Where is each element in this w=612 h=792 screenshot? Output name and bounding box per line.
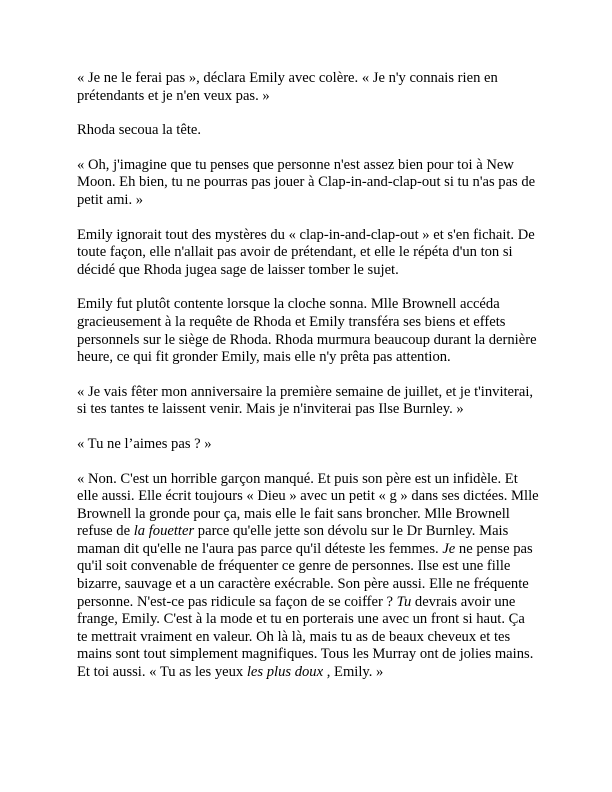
paragraph-text: devrais avoir une frange, Emily. C'est à la mode et tu en porterais une avec un front si haut. Ça te mettrait vraiment en valeur. Oh là là, mais tu as de beaux cheveux et tes mains sont tout simplement magnifiques. Tous les Murray ont de jolies mains. Et toi aussi. « Tu as les yeux — [77, 593, 534, 681]
paragraph-1 — [77, 70, 539, 105]
paragraph-3 — [77, 157, 539, 210]
paragraph-6 — [77, 384, 539, 419]
paragraph-text: « Oh, j'imagine que tu penses que personne n'est assez bien pour toi à New Moon. Eh bien, tu ne pourras pas jouer à Clap-in-and-clap-out si tu n'as pas de petit ami. » — [77, 156, 536, 208]
italic-text: Tu — [396, 593, 412, 610]
document-body — [77, 70, 539, 699]
paragraph-5 — [77, 296, 539, 366]
paragraph-text: Rhoda secoua la tête. — [77, 122, 201, 139]
paragraph-text: « Non. C'est un horrible garçon manqué. Et puis son père est un infidèle. Et elle aussi. Elle écrit toujours « Dieu » avec un petit « g » dans ses dictées. Mlle Brownell la gronde pour ça, mais elle le fait sans broncher. Mlle Brownell refuse de — [77, 470, 539, 540]
paragraph-2 — [77, 122, 539, 140]
paragraph-text: « Je vais fêter mon anniversaire la première semaine de juillet, et je t'inviterai, si tes tantes te laissent venir. Mais je n'inviterai pas Ilse Burnley. » — [77, 383, 534, 418]
paragraph-text: « Je ne le ferai pas », déclara Emily avec colère. « Je n'y connais rien en prétendants et je n'en veux pas. » — [77, 70, 498, 104]
paragraph-7 — [77, 436, 539, 454]
italic-text: la fouetter — [133, 523, 195, 540]
paragraph-text: ne pense pas qu'il soit convenable de fréquenter ce genre de personnes. Ilse est une fille bizarre, sauvage et a un caractère exécrable. Son père aussi. Elle ne fréquente personne. N'est-ce pas ridicule sa façon de se coiffer ? — [77, 540, 533, 610]
paragraph-text: Emily fut plutôt contente lorsque la cloche sonna. Mlle Brownell accéda gracieusement à la requête de Rhoda et Emily transféra ses biens et effets personnels sur le siège de Rhoda. Rhoda murmura beaucoup durant la dernière heure, ce qui fit gronder Emily, mais elle n'y prêta pas attention. — [77, 296, 537, 366]
italic-text: Je — [442, 540, 456, 557]
paragraph-4 — [77, 227, 539, 280]
paragraph-8 — [77, 471, 539, 682]
paragraph-text: « Tu ne l’aimes pas ? » — [77, 435, 212, 452]
paragraph-text: parce qu'elle jette son dévolu sur le Dr Burnley. Mais maman dit qu'elle ne l'aura pas parce qu'il déteste les femmes. — [77, 523, 509, 557]
paragraph-text: Emily ignorait tout des mystères du « clap-in-and-clap-out » et s'en fichait. De toute façon, elle n'allait pas avoir de prétendant, et elle le répéta d'un ton si décidé que Rhoda jugea sage de laisser tomber le sujet. — [77, 226, 535, 278]
paragraph-text: , Emily. » — [323, 664, 384, 681]
italic-text: les plus doux — [246, 664, 324, 681]
